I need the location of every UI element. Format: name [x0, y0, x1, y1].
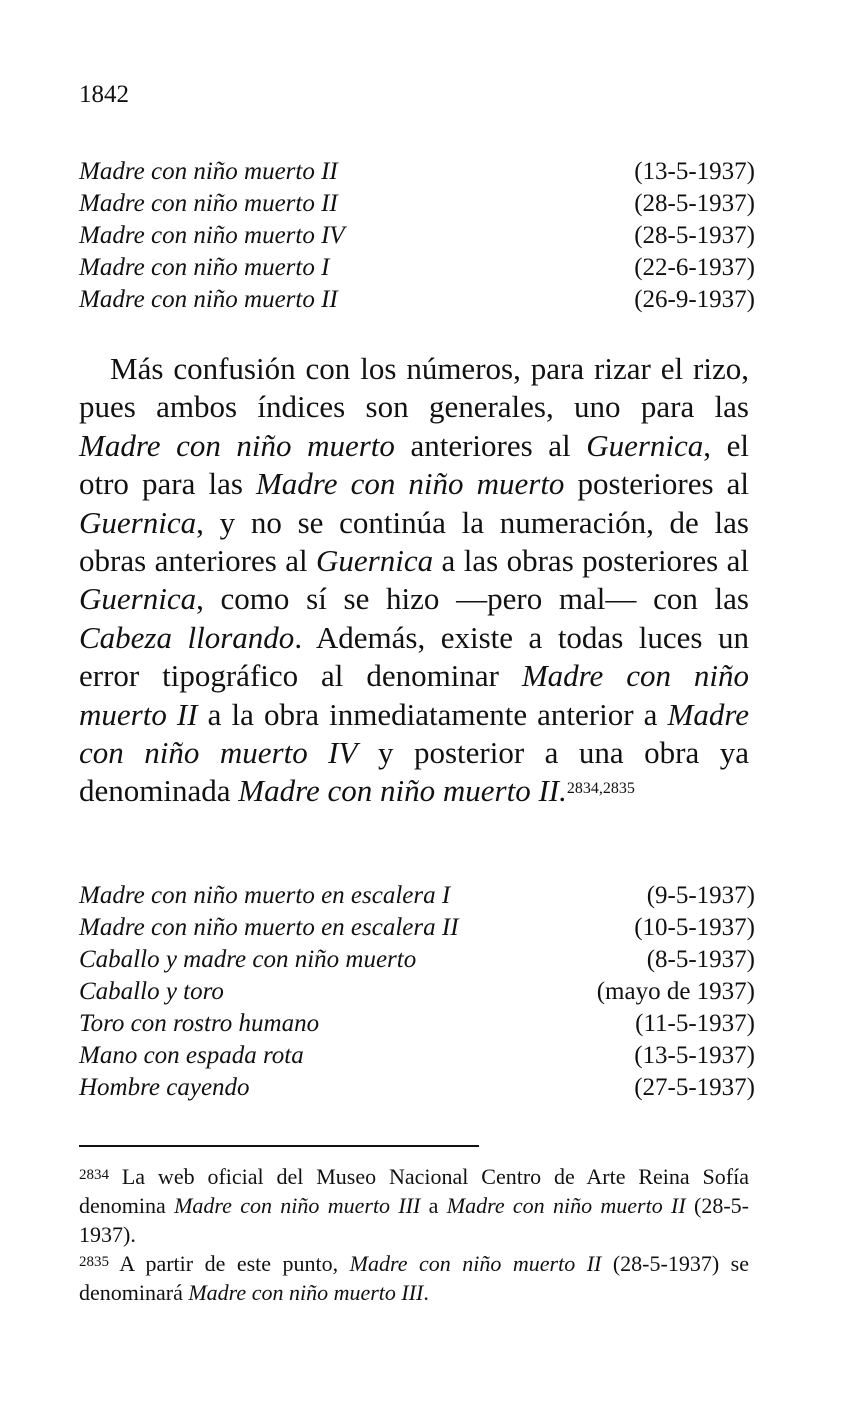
- paragraph-italic: Madre con niño muerto: [255, 466, 565, 502]
- list-item: [79, 912, 755, 944]
- footnote-italic: Madre con niño muerto II: [349, 1251, 602, 1276]
- artwork-title: Hombre cayendo: [79, 1074, 250, 1101]
- artwork-title: Mano con espada rota: [79, 1042, 304, 1069]
- list-item: [79, 156, 755, 188]
- paragraph-italic: Guernica: [79, 581, 197, 617]
- footnote-number: 2834: [79, 1167, 109, 1183]
- body-paragraph: [79, 350, 749, 811]
- artwork-title: Caballo y madre con niño muerto: [79, 946, 417, 973]
- paragraph-italic: Madre con niño muerto IV: [79, 696, 749, 771]
- paragraph-text: , y no se continúa la numeración, de las obras anteriores al: [79, 504, 749, 579]
- paragraph-italic: Cabeza llorando: [79, 619, 295, 655]
- paragraph-text: a las obras posteriores al: [433, 543, 750, 579]
- paragraph-text: , el otro para las: [79, 427, 749, 502]
- footnotes: [79, 1162, 749, 1307]
- artwork-title: Caballo y toro: [79, 978, 224, 1005]
- paragraph-text: anteriores al: [394, 427, 587, 463]
- paragraph-italic: Guernica: [316, 543, 434, 579]
- footnote-text: .: [423, 1280, 429, 1305]
- paragraph-text: , como sí se hizo —pero mal— con las: [196, 581, 749, 617]
- paragraph-italic: Guernica: [79, 504, 197, 540]
- artwork-date: (27-5-1937): [634, 1074, 755, 1101]
- artwork-date: (28-5-1937): [634, 222, 755, 249]
- list-item: [79, 976, 755, 1008]
- footnote-number: 2835: [79, 1254, 109, 1270]
- paragraph-italic: Madre con niño muerto II.: [238, 773, 567, 809]
- paragraph-text: . Además, existe a todas luces un error tipográfico al denominar: [79, 619, 749, 694]
- artwork-title: Madre con niño muerto IV: [79, 222, 345, 249]
- list-item: [79, 220, 755, 252]
- artwork-date: (26-9-1937): [634, 286, 755, 313]
- artwork-date: (10-5-1937): [634, 914, 755, 941]
- artwork-title: Madre con niño muerto II: [79, 158, 338, 185]
- footnote-text: La web oficial del Museo Nacional Centro de Arte Reina Sofía denomina: [79, 1164, 749, 1218]
- footnote: [79, 1249, 749, 1307]
- artwork-title: Toro con rostro humano: [79, 1010, 320, 1037]
- footnote-reference: 2834,2835: [566, 780, 635, 798]
- footnote-text: (28-5-1937).: [79, 1193, 749, 1247]
- footnote-italic: Madre con niño muerto III: [174, 1193, 421, 1218]
- paragraph-italic: Madre con niño muerto: [79, 427, 395, 463]
- footnote-text: A partir de este punto,: [109, 1251, 350, 1276]
- list-item: [79, 944, 755, 976]
- paragraph-italic: Madre con niño muerto II: [79, 658, 749, 732]
- artwork-date: (11-5-1937): [635, 1010, 755, 1037]
- artwork-date: (13-5-1937): [634, 1042, 755, 1069]
- artwork-date: (28-5-1937): [634, 190, 755, 217]
- footnote-text: a: [420, 1193, 447, 1218]
- footnote: [79, 1162, 749, 1249]
- paragraph-italic: Guernica: [586, 427, 704, 463]
- artwork-date: (22-6-1937): [634, 254, 755, 281]
- artwork-title: Madre con niño muerto II: [79, 286, 338, 313]
- list-item: [79, 284, 755, 316]
- footnote-italic: Madre con niño muerto III: [188, 1280, 424, 1305]
- footnote-italic: Madre con niño muerto II: [446, 1193, 686, 1218]
- paragraph-text: Más confusión con los números, para rizar el rizo, pues ambos índices son generales, uno para las: [79, 351, 749, 425]
- artwork-date: (9-5-1937): [646, 882, 755, 909]
- artwork-date: (13-5-1937): [634, 158, 755, 185]
- list-item: [79, 1072, 755, 1104]
- list-item: [79, 188, 755, 220]
- paragraph-text: y posterior a una obra ya denominada: [79, 735, 749, 809]
- artwork-title: Madre con niño muerto II: [79, 190, 338, 217]
- footnote-text: (28-5-1937) se denominará: [79, 1251, 749, 1305]
- artwork-list-top: [79, 156, 755, 316]
- paragraph-text: posteriores al: [564, 466, 749, 502]
- artwork-date: (mayo de 1937): [596, 978, 755, 1005]
- artwork-list-bottom: [79, 880, 755, 1104]
- list-item: [79, 1040, 755, 1072]
- artwork-title: Madre con niño muerto en escalera I: [79, 882, 451, 909]
- paragraph-text: a la obra inmediatamente anterior a: [197, 696, 668, 732]
- page-number: 1842: [79, 81, 129, 108]
- list-item: [79, 880, 755, 912]
- artwork-title: Madre con niño muerto I: [79, 254, 330, 281]
- artwork-title: Madre con niño muerto en escalera II: [79, 914, 459, 941]
- footnote-divider: [79, 1145, 479, 1147]
- list-item: [79, 252, 755, 284]
- artwork-date: (8-5-1937): [646, 946, 755, 973]
- list-item: [79, 1008, 755, 1040]
